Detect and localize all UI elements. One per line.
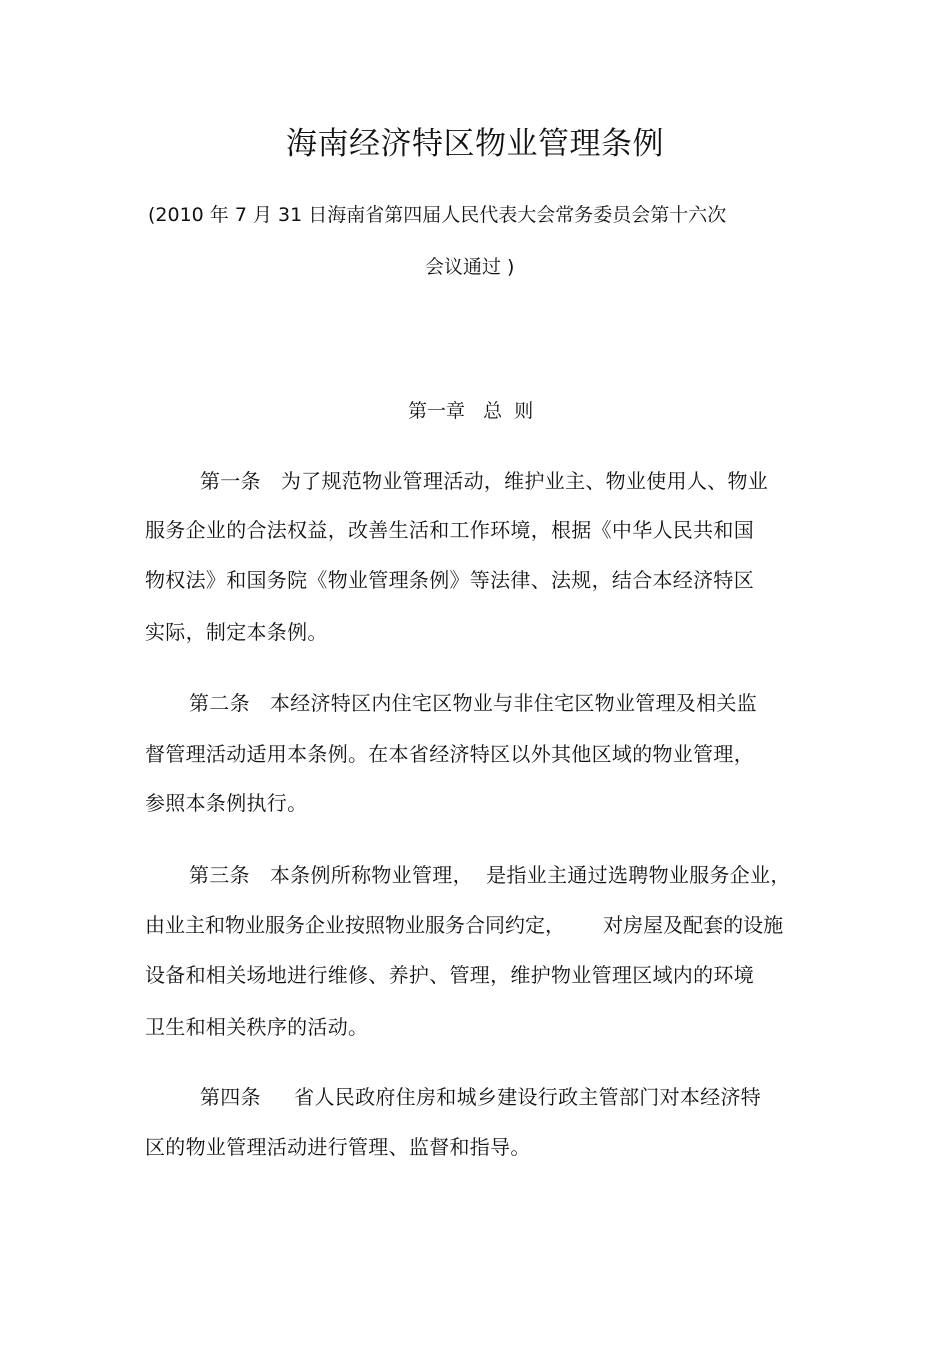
article-3-line-2: 由业主和物业服务企业按照物业服务合同约定， 对房屋及配套的设施 <box>145 913 784 937</box>
article-1-line-3: 物权法》和国务院《物业管理条例》等法律、法规，结合本经济特区 <box>145 568 754 592</box>
article-1-line-4: 实际，制定本条例。 <box>145 620 328 644</box>
article-3-line-4: 卫生和相关秩序的活动。 <box>145 1015 369 1039</box>
article-2-line-2: 督管理活动适用本条例。在本省经济特区以外其他区域的物业管理， <box>145 742 754 766</box>
article-4-line-1: 第四条 省人民政府住房和城乡建设行政主管部门对本经济特 <box>200 1085 762 1109</box>
article-1-line-1: 第一条 为了规范物业管理活动，维护业主、物业使用人、物业 <box>200 469 769 493</box>
article-2-line-3: 参照本条例执行。 <box>145 791 308 815</box>
adoption-note-line-1: (2010 年 7 月 31 日海南省第四届人民代表大会常务委员会第十六次 <box>148 204 727 226</box>
chapter-heading: 第一章 总 则 <box>408 400 534 422</box>
article-1-line-2: 服务企业的合法权益，改善生活和工作环境，根据《中华人民共和国 <box>145 518 754 542</box>
article-2-line-1: 第二条 本经济特区内住宅区物业与非住宅区物业管理及相关监 <box>189 691 758 715</box>
article-4-line-2: 区的物业管理活动进行管理、监督和指导。 <box>145 1135 531 1159</box>
document-title: 海南经济特区物业管理条例 <box>286 126 664 162</box>
article-3-line-1: 第三条 本条例所称物业管理， 是指业主通过选聘物业服务企业， <box>189 863 791 887</box>
adoption-note-line-2: 会议通过 ) <box>425 256 515 278</box>
article-3-line-3: 设备和相关场地进行维修、养护、管理，维护物业管理区域内的环境 <box>145 963 754 987</box>
